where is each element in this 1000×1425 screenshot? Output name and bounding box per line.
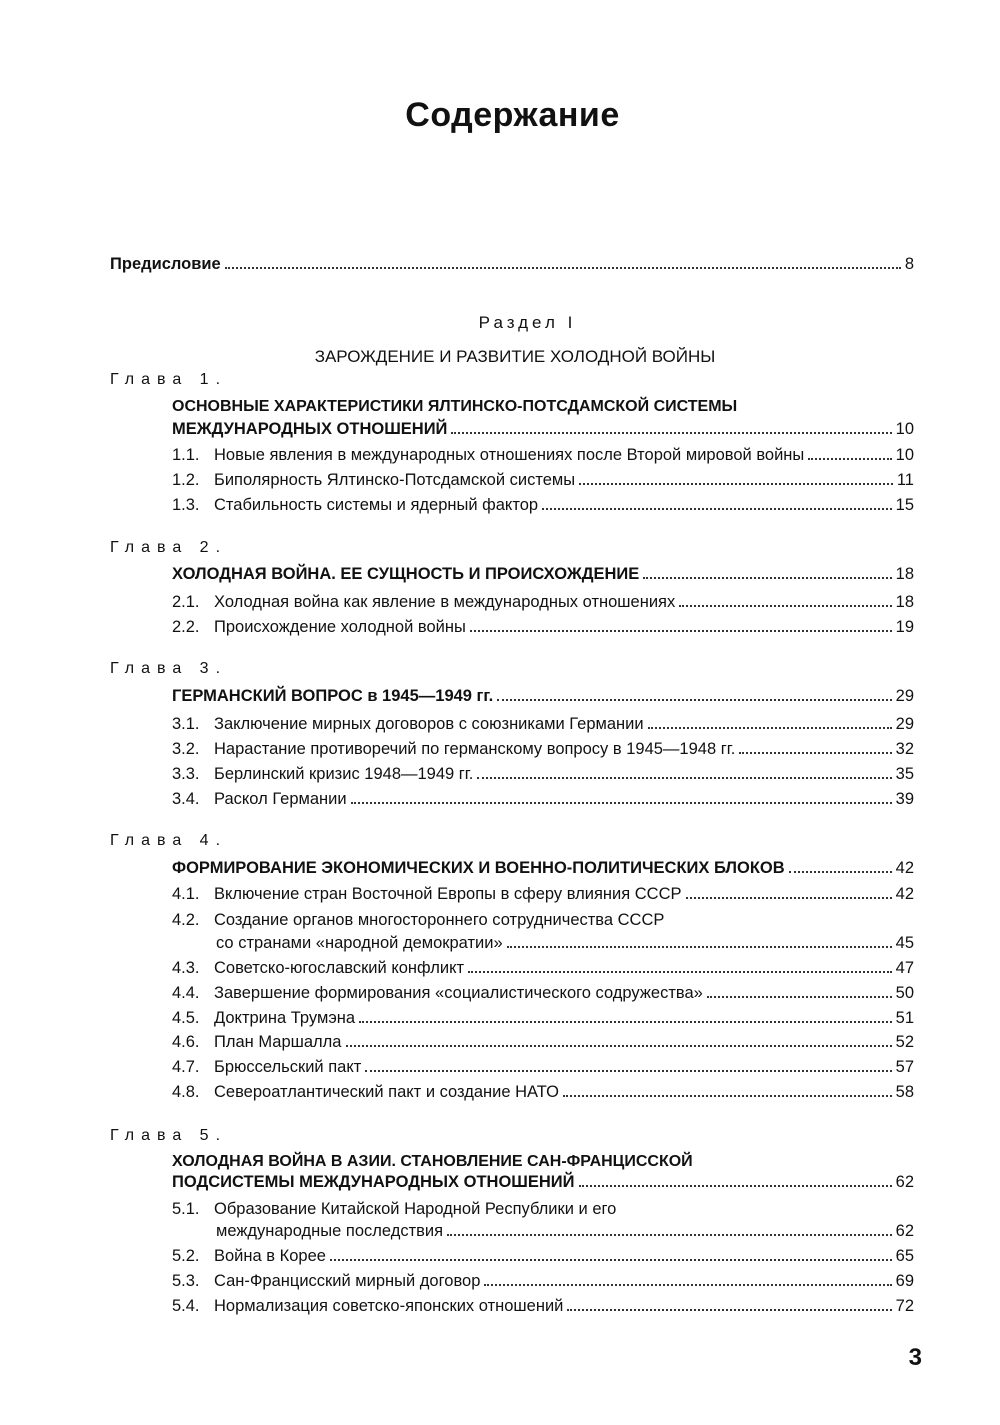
entry-label	[172, 789, 347, 809]
entry-page: 10	[895, 420, 914, 438]
entry-label	[172, 1271, 480, 1291]
section-number: 4.5.	[172, 1009, 200, 1027]
entry-page: 35	[895, 765, 914, 783]
section-title: Заключение мирных договоров с союзниками Германии	[214, 715, 644, 733]
toc-entry-section[interactable]	[172, 495, 914, 515]
entry-page: 51	[895, 1009, 914, 1027]
section-title: Североатлантический пакт и создание НАТО	[214, 1083, 559, 1101]
dot-leader	[330, 1259, 892, 1261]
entry-page: 15	[895, 496, 914, 514]
dot-leader	[707, 996, 892, 998]
toc-entry-section[interactable]	[172, 1296, 914, 1316]
section-number: 5.4.	[172, 1297, 200, 1315]
section-number: 5.3.	[172, 1272, 200, 1290]
entry-label	[172, 764, 473, 784]
section-number: 1.1.	[172, 446, 200, 464]
entry-label	[172, 1296, 563, 1316]
dot-leader	[579, 1185, 892, 1187]
chapter-label: Глава 3.	[110, 660, 228, 677]
section-title: Холодная война как явление в международных отношениях	[214, 593, 676, 611]
chapter-label: Глава 1.	[110, 371, 228, 388]
toc-entry-section[interactable]	[172, 617, 914, 637]
toc-entry-section[interactable]	[172, 739, 914, 759]
entry-page: 58	[895, 1083, 914, 1101]
entry-label: ХОЛОДНАЯ ВОЙНА. ЕЕ СУЩНОСТЬ И ПРОИСХОЖДЕНИЕ	[172, 565, 640, 583]
dot-leader	[579, 483, 893, 485]
toc-entry-section[interactable]	[216, 933, 914, 953]
section-title: Брюссельский пакт	[214, 1058, 362, 1076]
section-number: 3.4.	[172, 790, 200, 808]
dot-leader	[679, 605, 891, 607]
dot-leader	[563, 1095, 892, 1097]
dot-leader	[346, 1045, 892, 1047]
dot-leader	[365, 1070, 891, 1072]
dot-leader	[686, 897, 892, 899]
section-number: 3.2.	[172, 740, 200, 758]
toc-entry-section[interactable]	[172, 1057, 914, 1077]
section-title: Нормализация советско-японских отношений	[214, 1297, 564, 1315]
entry-label	[172, 884, 682, 904]
entry-page: 69	[895, 1272, 914, 1290]
entry-page: 42	[895, 859, 914, 877]
entry-label: ГЕРМАНСКИЙ ВОПРОС в 1945—1949 гг.	[172, 687, 494, 705]
entry-label	[172, 1008, 355, 1028]
toc-entry-section[interactable]	[172, 592, 914, 612]
page-number: 3	[908, 1344, 922, 1371]
entry-label	[172, 983, 703, 1003]
entry-page: 29	[895, 687, 914, 705]
section-number: 2.2.	[172, 618, 200, 636]
section-number: 3.1.	[172, 715, 200, 733]
toc-entry-section-first-line[interactable]	[172, 1199, 616, 1219]
dot-leader	[739, 752, 891, 754]
section-title: Образование Китайской Народной Республики и его	[214, 1200, 617, 1218]
dot-leader	[542, 508, 892, 510]
toc-entry-section[interactable]	[172, 1082, 914, 1102]
part-label: Раздел I	[478, 313, 577, 332]
section-title: Раскол Германии	[214, 790, 347, 808]
toc-entry-preface[interactable]	[110, 254, 914, 274]
dot-leader	[359, 1021, 892, 1023]
entry-label	[172, 1057, 361, 1077]
section-title-continued: международные последствия	[216, 1222, 444, 1240]
section-number: 4.2.	[172, 911, 200, 929]
dot-leader	[648, 727, 892, 729]
section-title-continued: со странами «народной демократии»	[216, 934, 503, 952]
dot-leader	[477, 777, 891, 779]
section-title: Сан-Францисский мирный договор	[214, 1272, 481, 1290]
entry-label	[172, 592, 675, 612]
entry-page: 47	[895, 959, 914, 977]
chapter-title-line[interactable]: ОСНОВНЫЕ ХАРАКТЕРИСТИКИ ЯЛТИНСКО-ПОТСДАМСКОЙ СИСТЕМЫ	[172, 398, 738, 415]
entry-label	[172, 1246, 326, 1266]
dot-leader	[789, 871, 892, 873]
section-number: 4.4.	[172, 984, 200, 1002]
toc-entry-section[interactable]	[172, 714, 914, 734]
entry-label	[172, 1082, 559, 1102]
part-title: ЗАРОЖДЕНИЕ И РАЗВИТИЕ ХОЛОДНОЙ ВОЙНЫ	[314, 347, 716, 366]
section-number: 5.2.	[172, 1247, 200, 1265]
section-title: Доктрина Трумэна	[214, 1009, 356, 1027]
entry-page: 18	[895, 593, 914, 611]
dot-leader	[507, 946, 892, 948]
section-number: 4.8.	[172, 1083, 200, 1101]
entry-page: 32	[895, 740, 914, 758]
entry-page: 8	[904, 255, 914, 273]
entry-label: МЕЖДУНАРОДНЫХ ОТНОШЕНИЙ	[172, 420, 448, 438]
toc-entry-chapter-3[interactable]	[172, 686, 914, 706]
entry-label	[172, 958, 464, 978]
section-number: 4.1.	[172, 885, 200, 903]
entry-page: 39	[895, 790, 914, 808]
dot-leader	[225, 267, 901, 269]
toc-entry-section[interactable]	[172, 470, 914, 490]
section-number: 3.3.	[172, 765, 200, 783]
section-title: Советско-югославский конфликт	[214, 959, 465, 977]
chapter-title-line[interactable]: ХОЛОДНАЯ ВОЙНА В АЗИИ. СТАНОВЛЕНИЕ САН-ФРАНЦИССКОЙ	[172, 1153, 693, 1170]
section-title: План Маршалла	[214, 1033, 342, 1051]
entry-label	[172, 495, 538, 515]
section-title: Война в Корее	[214, 1247, 326, 1265]
toc-entry-section[interactable]	[172, 445, 914, 465]
toc-entry-section[interactable]	[172, 1008, 914, 1028]
toc-entry-section[interactable]	[172, 789, 914, 809]
dot-leader	[451, 432, 891, 434]
toc-entry-chapter-5[interactable]	[172, 1172, 914, 1192]
entry-label	[172, 714, 644, 734]
dot-leader	[468, 971, 892, 973]
entry-page: 42	[895, 885, 914, 903]
toc-entry-section[interactable]	[172, 764, 914, 784]
toc-entry-section[interactable]	[172, 884, 914, 904]
section-number: 4.6.	[172, 1033, 200, 1051]
entry-label	[172, 617, 466, 637]
toc-entry-chapter-1[interactable]	[172, 419, 914, 439]
entry-page: 52	[895, 1033, 914, 1051]
toc-entry-chapter-2[interactable]	[172, 564, 914, 584]
toc-entry-section[interactable]	[172, 1032, 914, 1052]
section-title: Новые явления в международных отношениях после Второй мировой войны	[214, 446, 805, 464]
dot-leader	[351, 802, 892, 804]
entry-label	[172, 445, 804, 465]
entry-page: 18	[895, 565, 914, 583]
entry-page: 11	[896, 471, 914, 489]
chapter-label: Глава 5.	[110, 1127, 228, 1144]
dot-leader	[470, 630, 892, 632]
entry-page: 29	[895, 715, 914, 733]
entry-label: ФОРМИРОВАНИЕ ЭКОНОМИЧЕСКИХ И ВОЕННО-ПОЛИТИЧЕСКИХ БЛОКОВ	[172, 859, 785, 877]
entry-label	[172, 470, 575, 490]
section-number: 2.1.	[172, 593, 200, 611]
dot-leader	[567, 1309, 891, 1311]
section-title: Включение стран Восточной Европы в сферу влияния СССР	[214, 885, 682, 903]
entry-page: 62	[895, 1222, 914, 1240]
section-title: Создание органов многостороннего сотрудничества СССР	[214, 911, 665, 929]
chapter-label: Глава 2.	[110, 539, 228, 556]
toc-entry-section[interactable]	[172, 958, 914, 978]
entry-page: 10	[895, 446, 914, 464]
entry-page: 45	[895, 934, 914, 952]
section-number: 1.2.	[172, 471, 200, 489]
toc-entry-section[interactable]	[172, 1271, 914, 1291]
section-title: Биполярность Ялтинско-Потсдамской системы	[214, 471, 576, 489]
entry-page: 62	[895, 1173, 914, 1191]
toc-entry-section[interactable]	[172, 983, 914, 1003]
dot-leader	[497, 699, 891, 701]
section-title: Берлинский кризис 1948—1949 гг.	[214, 765, 474, 783]
dot-leader	[447, 1234, 892, 1236]
entry-label: ПОДСИСТЕМЫ МЕЖДУНАРОДНЫХ ОТНОШЕНИЙ	[172, 1173, 575, 1191]
section-title: Нарастание противоречий по германскому вопросу в 1945—1948 гг.	[214, 740, 736, 758]
entry-label: Предисловие	[110, 255, 221, 273]
toc-entry-section[interactable]	[172, 1246, 914, 1266]
entry-page: 65	[895, 1247, 914, 1265]
entry-label	[172, 1032, 342, 1052]
section-title: Стабильность системы и ядерный фактор	[214, 496, 539, 514]
toc-entry-section-first-line[interactable]	[172, 910, 664, 930]
dot-leader	[643, 577, 891, 579]
toc-entry-section[interactable]	[216, 1221, 914, 1241]
entry-label	[172, 739, 735, 759]
entry-page: 19	[895, 618, 914, 636]
section-title: Завершение формирования «социалистического содружества»	[214, 984, 703, 1002]
section-number: 5.1.	[172, 1200, 200, 1218]
chapter-label: Глава 4.	[110, 832, 228, 849]
entry-page: 57	[895, 1058, 914, 1076]
section-number: 4.3.	[172, 959, 200, 977]
toc-entry-chapter-4[interactable]	[172, 858, 914, 878]
page-title: Содержание	[405, 96, 620, 134]
section-title: Происхождение холодной войны	[214, 618, 466, 636]
entry-page: 72	[895, 1297, 914, 1315]
dot-leader	[808, 458, 891, 460]
dot-leader	[484, 1284, 891, 1286]
section-number: 4.7.	[172, 1058, 200, 1076]
section-number: 1.3.	[172, 496, 200, 514]
entry-page: 50	[895, 984, 914, 1002]
